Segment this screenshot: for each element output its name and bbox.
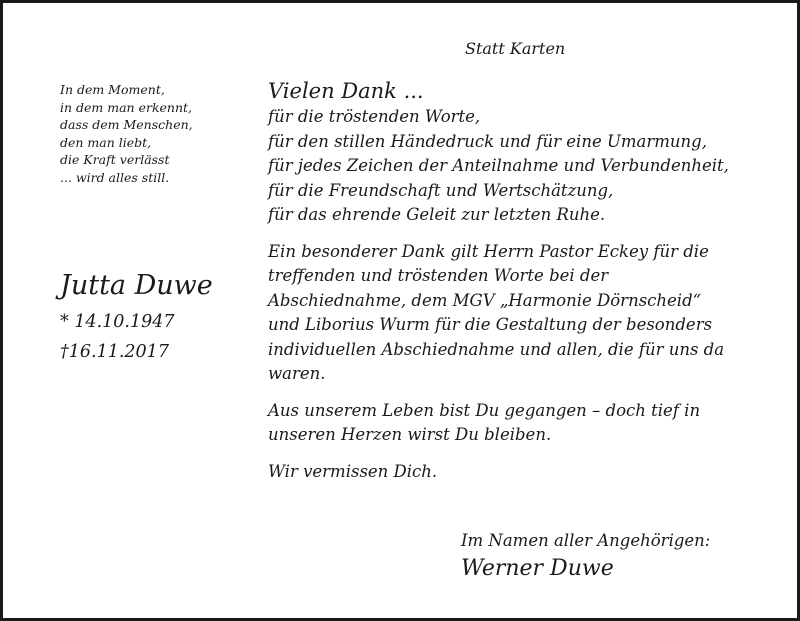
thanks-lines [268,105,729,228]
paragraph-line: waren. [268,364,326,383]
thanks-line: für das ehrende Geleit zur letzten Ruhe. [268,205,606,224]
paragraph-line: Wir vermissen Dich. [268,461,438,481]
thanks-line: für die tröstenden Worte, [268,107,481,126]
paragraph-line: Ein besonderer Dank gilt Herrn Pastor Eckey für die [268,241,709,261]
paragraph-missing [268,460,729,485]
paragraph-pastor [268,240,729,387]
poem-line: In dem Moment, [60,82,165,97]
thanks-line: für die Freundschaft und Wertschätzung, [268,180,614,200]
paragraph-line: Aus unserem Leben bist Du gegangen – doch tief in [268,400,701,420]
poem-line: die Kraft verlässt [60,152,170,167]
header-statt-karten: Statt Karten [465,39,566,58]
thanks-line: für den stillen Händedruck und für eine Umarmung, [268,131,707,151]
paragraph-remembrance [268,399,729,448]
thanks-line: für jedes Zeichen der Anteilnahme und Verbundenheit, [268,156,729,175]
poem-line: in dem man erkennt, [60,99,193,115]
deceased-name: Jutta Duwe [60,270,213,301]
signature-intro: Im Namen aller Angehörigen: [461,531,711,550]
death-date: †16.11.2017 [60,342,169,362]
poem-line: dass dem Menschen, [60,117,193,132]
poem-line: den man liebt, [60,134,152,150]
poem [60,81,193,186]
birth-date: * 14.10.1947 [60,312,175,332]
thanks-text [268,77,729,484]
thanks-title: Vielen Dank ... [268,79,424,103]
paragraph-line: und Liborius Wurm für die Gestaltung der besonders [268,315,713,334]
paragraph-line: Abschiednahme, dem MGV „Harmonie Dörnscheid“ [268,290,702,310]
paragraph-line: unseren Herzen wirst Du bleiben. [268,425,552,444]
paragraph-line: treffenden und tröstenden Worte bei der [268,266,609,285]
signature-name: Werner Duwe [461,556,614,581]
paragraph-line: individuellen Abschiednahme und allen, die für uns da [268,339,725,359]
poem-line: ... wird alles still. [60,169,170,185]
